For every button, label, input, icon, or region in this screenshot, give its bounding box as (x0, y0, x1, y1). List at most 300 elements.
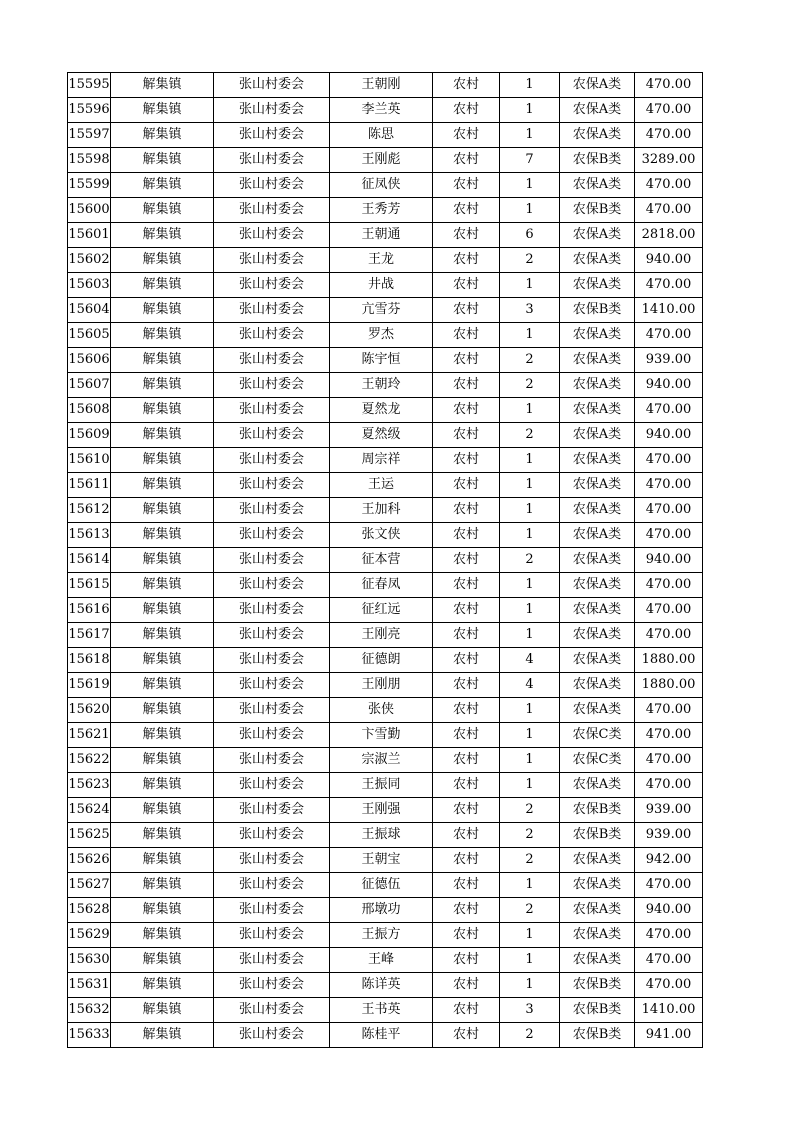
row-id-cell: 15613 (68, 523, 111, 548)
name-cell: 征本营 (330, 548, 433, 573)
count-cell: 4 (500, 673, 560, 698)
category-cell: 农保A类 (560, 873, 635, 898)
table-row (68, 873, 703, 898)
row-id-cell: 15611 (68, 473, 111, 498)
row-id-cell: 15618 (68, 648, 111, 673)
town-cell: 解集镇 (111, 298, 214, 323)
table-row (68, 173, 703, 198)
name-cell: 王振同 (330, 773, 433, 798)
table-row (68, 223, 703, 248)
village-cell: 张山村委会 (214, 848, 330, 873)
name-cell: 王振方 (330, 923, 433, 948)
village-cell: 张山村委会 (214, 148, 330, 173)
amount-cell: 940.00 (635, 548, 703, 573)
count-cell: 2 (500, 823, 560, 848)
name-cell: 夏然级 (330, 423, 433, 448)
count-cell: 3 (500, 998, 560, 1023)
area-cell: 农村 (433, 523, 500, 548)
name-cell: 王振球 (330, 823, 433, 848)
count-cell: 7 (500, 148, 560, 173)
count-cell: 2 (500, 1023, 560, 1048)
area-cell: 农村 (433, 323, 500, 348)
area-cell: 农村 (433, 248, 500, 273)
area-cell: 农村 (433, 723, 500, 748)
table-row (68, 723, 703, 748)
amount-cell: 470.00 (635, 98, 703, 123)
name-cell: 陈桂平 (330, 1023, 433, 1048)
area-cell: 农村 (433, 848, 500, 873)
name-cell: 王书英 (330, 998, 433, 1023)
count-cell: 4 (500, 648, 560, 673)
row-id-cell: 15631 (68, 973, 111, 998)
row-id-cell: 15597 (68, 123, 111, 148)
category-cell: 农保A类 (560, 98, 635, 123)
amount-cell: 940.00 (635, 423, 703, 448)
category-cell: 农保C类 (560, 723, 635, 748)
village-cell: 张山村委会 (214, 773, 330, 798)
count-cell: 1 (500, 598, 560, 623)
count-cell: 1 (500, 448, 560, 473)
amount-cell: 2818.00 (635, 223, 703, 248)
amount-cell: 939.00 (635, 348, 703, 373)
table-row (68, 373, 703, 398)
row-id-cell: 15615 (68, 573, 111, 598)
area-cell: 农村 (433, 773, 500, 798)
town-cell: 解集镇 (111, 798, 214, 823)
amount-cell: 470.00 (635, 273, 703, 298)
town-cell: 解集镇 (111, 1023, 214, 1048)
amount-cell: 470.00 (635, 398, 703, 423)
count-cell: 2 (500, 898, 560, 923)
area-cell: 农村 (433, 348, 500, 373)
area-cell: 农村 (433, 823, 500, 848)
category-cell: 农保B类 (560, 973, 635, 998)
row-id-cell: 15601 (68, 223, 111, 248)
name-cell: 王龙 (330, 248, 433, 273)
village-cell: 张山村委会 (214, 398, 330, 423)
name-cell: 李兰英 (330, 98, 433, 123)
category-cell: 农保A类 (560, 398, 635, 423)
row-id-cell: 15607 (68, 373, 111, 398)
amount-cell: 1410.00 (635, 298, 703, 323)
amount-cell: 470.00 (635, 973, 703, 998)
town-cell: 解集镇 (111, 823, 214, 848)
category-cell: 农保C类 (560, 748, 635, 773)
table-row (68, 998, 703, 1023)
town-cell: 解集镇 (111, 573, 214, 598)
village-cell: 张山村委会 (214, 598, 330, 623)
row-id-cell: 15616 (68, 598, 111, 623)
table-row (68, 398, 703, 423)
village-cell: 张山村委会 (214, 548, 330, 573)
town-cell: 解集镇 (111, 698, 214, 723)
row-id-cell: 15603 (68, 273, 111, 298)
name-cell: 张文侠 (330, 523, 433, 548)
area-cell: 农村 (433, 598, 500, 623)
village-cell: 张山村委会 (214, 98, 330, 123)
count-cell: 2 (500, 548, 560, 573)
town-cell: 解集镇 (111, 123, 214, 148)
area-cell: 农村 (433, 648, 500, 673)
village-cell: 张山村委会 (214, 323, 330, 348)
area-cell: 农村 (433, 698, 500, 723)
category-cell: 农保A类 (560, 73, 635, 98)
area-cell: 农村 (433, 273, 500, 298)
town-cell: 解集镇 (111, 498, 214, 523)
area-cell: 农村 (433, 948, 500, 973)
count-cell: 1 (500, 123, 560, 148)
town-cell: 解集镇 (111, 373, 214, 398)
table-row (68, 448, 703, 473)
amount-cell: 1880.00 (635, 648, 703, 673)
area-cell: 农村 (433, 548, 500, 573)
amount-cell: 942.00 (635, 848, 703, 873)
amount-cell: 470.00 (635, 723, 703, 748)
row-id-cell: 15606 (68, 348, 111, 373)
row-id-cell: 15600 (68, 198, 111, 223)
table-row (68, 98, 703, 123)
town-cell: 解集镇 (111, 98, 214, 123)
table-row (68, 73, 703, 98)
count-cell: 1 (500, 873, 560, 898)
amount-cell: 470.00 (635, 598, 703, 623)
count-cell: 1 (500, 773, 560, 798)
area-cell: 农村 (433, 898, 500, 923)
category-cell: 农保A类 (560, 423, 635, 448)
area-cell: 农村 (433, 798, 500, 823)
name-cell: 王秀芳 (330, 198, 433, 223)
amount-cell: 470.00 (635, 448, 703, 473)
count-cell: 1 (500, 198, 560, 223)
area-cell: 农村 (433, 448, 500, 473)
town-cell: 解集镇 (111, 223, 214, 248)
town-cell: 解集镇 (111, 473, 214, 498)
amount-cell: 941.00 (635, 1023, 703, 1048)
town-cell: 解集镇 (111, 398, 214, 423)
town-cell: 解集镇 (111, 448, 214, 473)
category-cell: 农保A类 (560, 373, 635, 398)
name-cell: 王刚朋 (330, 673, 433, 698)
village-cell: 张山村委会 (214, 798, 330, 823)
count-cell: 1 (500, 698, 560, 723)
category-cell: 农保A类 (560, 548, 635, 573)
name-cell: 陈宇恒 (330, 348, 433, 373)
village-cell: 张山村委会 (214, 1023, 330, 1048)
category-cell: 农保A类 (560, 448, 635, 473)
town-cell: 解集镇 (111, 973, 214, 998)
count-cell: 2 (500, 248, 560, 273)
count-cell: 2 (500, 348, 560, 373)
table-row (68, 123, 703, 148)
count-cell: 1 (500, 473, 560, 498)
village-cell: 张山村委会 (214, 673, 330, 698)
table-row (68, 673, 703, 698)
town-cell: 解集镇 (111, 348, 214, 373)
name-cell: 王刚强 (330, 798, 433, 823)
name-cell: 卞雪勤 (330, 723, 433, 748)
village-cell: 张山村委会 (214, 823, 330, 848)
town-cell: 解集镇 (111, 248, 214, 273)
count-cell: 1 (500, 98, 560, 123)
village-cell: 张山村委会 (214, 648, 330, 673)
village-cell: 张山村委会 (214, 223, 330, 248)
category-cell: 农保A类 (560, 923, 635, 948)
area-cell: 农村 (433, 173, 500, 198)
name-cell: 王朝刚 (330, 73, 433, 98)
amount-cell: 939.00 (635, 798, 703, 823)
table-row (68, 798, 703, 823)
row-id-cell: 15629 (68, 923, 111, 948)
area-cell: 农村 (433, 623, 500, 648)
table-row (68, 148, 703, 173)
name-cell: 王朝通 (330, 223, 433, 248)
area-cell: 农村 (433, 498, 500, 523)
town-cell: 解集镇 (111, 148, 214, 173)
count-cell: 1 (500, 273, 560, 298)
category-cell: 农保B类 (560, 148, 635, 173)
area-cell: 农村 (433, 473, 500, 498)
row-id-cell: 15621 (68, 723, 111, 748)
village-cell: 张山村委会 (214, 123, 330, 148)
amount-cell: 470.00 (635, 173, 703, 198)
table-row (68, 848, 703, 873)
category-cell: 农保B类 (560, 1023, 635, 1048)
area-cell: 农村 (433, 573, 500, 598)
table-row (68, 623, 703, 648)
count-cell: 2 (500, 373, 560, 398)
category-cell: 农保A类 (560, 123, 635, 148)
count-cell: 1 (500, 948, 560, 973)
name-cell: 王朝玲 (330, 373, 433, 398)
category-cell: 农保B类 (560, 298, 635, 323)
row-id-cell: 15608 (68, 398, 111, 423)
table-row (68, 923, 703, 948)
count-cell: 1 (500, 748, 560, 773)
village-cell: 张山村委会 (214, 248, 330, 273)
village-cell: 张山村委会 (214, 623, 330, 648)
village-cell: 张山村委会 (214, 298, 330, 323)
area-cell: 农村 (433, 748, 500, 773)
town-cell: 解集镇 (111, 998, 214, 1023)
row-id-cell: 15609 (68, 423, 111, 448)
name-cell: 邢墩功 (330, 898, 433, 923)
town-cell: 解集镇 (111, 648, 214, 673)
table-row (68, 523, 703, 548)
area-cell: 农村 (433, 998, 500, 1023)
name-cell: 王刚亮 (330, 623, 433, 648)
name-cell: 征德朗 (330, 648, 433, 673)
row-id-cell: 15612 (68, 498, 111, 523)
village-cell: 张山村委会 (214, 873, 330, 898)
amount-cell: 3289.00 (635, 148, 703, 173)
town-cell: 解集镇 (111, 773, 214, 798)
name-cell: 罗杰 (330, 323, 433, 348)
row-id-cell: 15624 (68, 798, 111, 823)
village-cell: 张山村委会 (214, 748, 330, 773)
row-id-cell: 15630 (68, 948, 111, 973)
category-cell: 农保A类 (560, 648, 635, 673)
table-row (68, 748, 703, 773)
name-cell: 陈详英 (330, 973, 433, 998)
amount-cell: 470.00 (635, 748, 703, 773)
count-cell: 1 (500, 498, 560, 523)
village-cell: 张山村委会 (214, 523, 330, 548)
amount-cell: 470.00 (635, 473, 703, 498)
count-cell: 1 (500, 723, 560, 748)
name-cell: 亢雪芬 (330, 298, 433, 323)
name-cell: 夏然龙 (330, 398, 433, 423)
amount-cell: 939.00 (635, 823, 703, 848)
town-cell: 解集镇 (111, 323, 214, 348)
town-cell: 解集镇 (111, 273, 214, 298)
category-cell: 农保A类 (560, 623, 635, 648)
name-cell: 王峰 (330, 948, 433, 973)
count-cell: 1 (500, 173, 560, 198)
ledger-table (67, 72, 703, 1048)
table-row (68, 773, 703, 798)
area-cell: 农村 (433, 223, 500, 248)
table-row (68, 473, 703, 498)
count-cell: 2 (500, 798, 560, 823)
row-id-cell: 15628 (68, 898, 111, 923)
row-id-cell: 15626 (68, 848, 111, 873)
town-cell: 解集镇 (111, 198, 214, 223)
area-cell: 农村 (433, 298, 500, 323)
amount-cell: 470.00 (635, 948, 703, 973)
row-id-cell: 15598 (68, 148, 111, 173)
amount-cell: 470.00 (635, 498, 703, 523)
row-id-cell: 15614 (68, 548, 111, 573)
village-cell: 张山村委会 (214, 698, 330, 723)
amount-cell: 470.00 (635, 198, 703, 223)
table-row (68, 498, 703, 523)
row-id-cell: 15632 (68, 998, 111, 1023)
category-cell: 农保A类 (560, 223, 635, 248)
town-cell: 解集镇 (111, 598, 214, 623)
category-cell: 农保A类 (560, 698, 635, 723)
area-cell: 农村 (433, 423, 500, 448)
row-id-cell: 15619 (68, 673, 111, 698)
count-cell: 2 (500, 423, 560, 448)
row-id-cell: 15596 (68, 98, 111, 123)
village-cell: 张山村委会 (214, 273, 330, 298)
name-cell: 张侠 (330, 698, 433, 723)
area-cell: 农村 (433, 98, 500, 123)
table-row (68, 698, 703, 723)
name-cell: 征春凤 (330, 573, 433, 598)
amount-cell: 1880.00 (635, 673, 703, 698)
area-cell: 农村 (433, 398, 500, 423)
town-cell: 解集镇 (111, 848, 214, 873)
village-cell: 张山村委会 (214, 498, 330, 523)
town-cell: 解集镇 (111, 723, 214, 748)
amount-cell: 470.00 (635, 623, 703, 648)
amount-cell: 940.00 (635, 373, 703, 398)
name-cell: 周宗祥 (330, 448, 433, 473)
village-cell: 张山村委会 (214, 898, 330, 923)
category-cell: 农保A类 (560, 248, 635, 273)
category-cell: 农保A类 (560, 473, 635, 498)
area-cell: 农村 (433, 123, 500, 148)
count-cell: 6 (500, 223, 560, 248)
town-cell: 解集镇 (111, 748, 214, 773)
name-cell: 征红远 (330, 598, 433, 623)
count-cell: 1 (500, 573, 560, 598)
category-cell: 农保B类 (560, 798, 635, 823)
village-cell: 张山村委会 (214, 373, 330, 398)
table-row (68, 573, 703, 598)
village-cell: 张山村委会 (214, 348, 330, 373)
village-cell: 张山村委会 (214, 923, 330, 948)
table-row (68, 298, 703, 323)
count-cell: 1 (500, 398, 560, 423)
village-cell: 张山村委会 (214, 573, 330, 598)
name-cell: 征凤侠 (330, 173, 433, 198)
town-cell: 解集镇 (111, 923, 214, 948)
table-row (68, 598, 703, 623)
amount-cell: 470.00 (635, 73, 703, 98)
count-cell: 1 (500, 323, 560, 348)
town-cell: 解集镇 (111, 623, 214, 648)
village-cell: 张山村委会 (214, 173, 330, 198)
table-row (68, 198, 703, 223)
amount-cell: 940.00 (635, 898, 703, 923)
amount-cell: 470.00 (635, 873, 703, 898)
row-id-cell: 15602 (68, 248, 111, 273)
table-row (68, 823, 703, 848)
row-id-cell: 15620 (68, 698, 111, 723)
name-cell: 征德伍 (330, 873, 433, 898)
village-cell: 张山村委会 (214, 448, 330, 473)
category-cell: 农保A类 (560, 573, 635, 598)
area-cell: 农村 (433, 148, 500, 173)
town-cell: 解集镇 (111, 873, 214, 898)
count-cell: 1 (500, 73, 560, 98)
category-cell: 农保B类 (560, 998, 635, 1023)
amount-cell: 940.00 (635, 248, 703, 273)
row-id-cell: 15633 (68, 1023, 111, 1048)
amount-cell: 470.00 (635, 923, 703, 948)
town-cell: 解集镇 (111, 548, 214, 573)
category-cell: 农保A类 (560, 773, 635, 798)
name-cell: 王运 (330, 473, 433, 498)
table-row (68, 948, 703, 973)
town-cell: 解集镇 (111, 898, 214, 923)
count-cell: 1 (500, 523, 560, 548)
category-cell: 农保A类 (560, 598, 635, 623)
amount-cell: 470.00 (635, 773, 703, 798)
village-cell: 张山村委会 (214, 973, 330, 998)
amount-cell: 470.00 (635, 123, 703, 148)
area-cell: 农村 (433, 198, 500, 223)
category-cell: 农保A类 (560, 348, 635, 373)
town-cell: 解集镇 (111, 73, 214, 98)
table-row (68, 973, 703, 998)
name-cell: 宗淑兰 (330, 748, 433, 773)
amount-cell: 470.00 (635, 523, 703, 548)
town-cell: 解集镇 (111, 948, 214, 973)
area-cell: 农村 (433, 1023, 500, 1048)
village-cell: 张山村委会 (214, 423, 330, 448)
table-row (68, 1023, 703, 1048)
town-cell: 解集镇 (111, 673, 214, 698)
category-cell: 农保A类 (560, 848, 635, 873)
amount-cell: 1410.00 (635, 998, 703, 1023)
row-id-cell: 15625 (68, 823, 111, 848)
count-cell: 1 (500, 973, 560, 998)
category-cell: 农保A类 (560, 948, 635, 973)
name-cell: 陈思 (330, 123, 433, 148)
